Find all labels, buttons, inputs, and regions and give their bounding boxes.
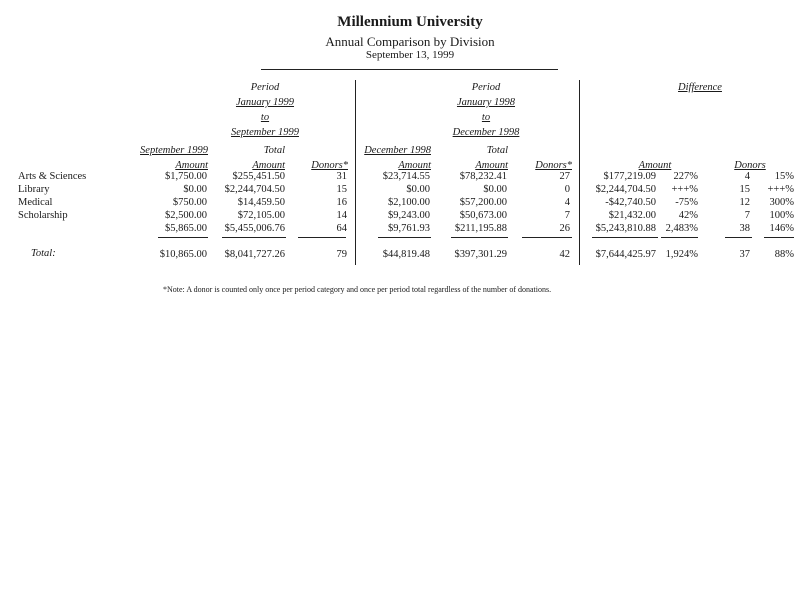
difference-header: Difference [678, 82, 722, 93]
title-rule [261, 69, 558, 70]
rule-c8 [661, 237, 698, 238]
total-label: Total: [31, 248, 56, 259]
col-total1999-header: Total Amount [252, 145, 285, 171]
report-subtitle: Annual Comparison by Division [325, 34, 495, 49]
col-donors1998-values: 27 0 4 7 26 [559, 171, 570, 234]
total-c10: 88% [774, 249, 794, 260]
rule-c10 [764, 237, 794, 238]
col-dec1998-header: December 1998 Amount [364, 145, 431, 171]
row-labels: Arts & Sciences Library Medical Scholarship [18, 171, 87, 221]
total-c2: $8,041,727.26 [224, 249, 285, 260]
rule-c9 [725, 237, 752, 238]
total-c7: $7,644,425.97 [595, 249, 656, 260]
total-c1: $10,865.00 [159, 249, 207, 260]
total-c6: 42 [559, 249, 570, 260]
col-diff-donors-header: Donors [734, 160, 766, 171]
report-title: Millennium University [337, 14, 483, 30]
rule-c3 [298, 237, 346, 238]
col-sep1999-header: September 1999 Amount [140, 145, 208, 171]
col-diff-donors-values: 4 15 12 7 38 [739, 171, 750, 234]
total-c4: $44,819.48 [382, 249, 430, 260]
rule-c6 [522, 237, 572, 238]
total-c9: 37 [739, 249, 750, 260]
col-sep1999-values: $1,750.00 $0.00 $750.00 $2,500.00 $5,865.00 [165, 171, 207, 234]
total-c8: 1,924% [665, 249, 698, 260]
footnote: *Note: A donor is counted only once per period category and once per period total regardless of the number of donations. [163, 285, 552, 294]
rule-c5 [451, 237, 508, 238]
col-diff-amount-values: $177,219.09 $2,244,704.50 -$42,740.50 $21,432.00 $5,243,810.88 [595, 171, 656, 234]
col-diff-donors-pct-values: 15% +++% 300% 100% 146% [767, 171, 794, 234]
report-date: September 13, 1999 [365, 49, 455, 61]
rule-c7 [592, 237, 658, 238]
total-c5: $397,301.29 [454, 249, 507, 260]
rule-c4 [378, 237, 431, 238]
col-diff-amount-header: Amount [638, 160, 672, 171]
col-dec1998-values: $23,714.55 $0.00 $2,100.00 $9,243.00 $9,761.93 [382, 171, 430, 234]
col-donors1999-values: 31 15 16 14 64 [336, 171, 347, 234]
col-total1999-values: $255,451.50 $2,244,704.50 $14,459.50 $72,105.00 $5,455,006.76 [224, 171, 285, 234]
col-diff-pct-values: 227% +++% -75% 42% 2,483% [665, 171, 698, 234]
col-total1998-values: $78,232.41 $0.00 $57,200.00 $50,673.00 $211,195.88 [454, 171, 507, 234]
total-c3: 79 [336, 249, 347, 260]
col-total1998-header: Total Amount [475, 145, 508, 171]
period1-header: Period January 1999 to September 1999 [231, 82, 299, 138]
col-donors1998-header: Donors* [535, 160, 572, 171]
period2-header: Period January 1998 to December 1998 [452, 82, 520, 138]
col-donors1999-header: Donors* [311, 160, 348, 171]
rule-c2 [222, 237, 286, 238]
rule-c1 [158, 237, 208, 238]
